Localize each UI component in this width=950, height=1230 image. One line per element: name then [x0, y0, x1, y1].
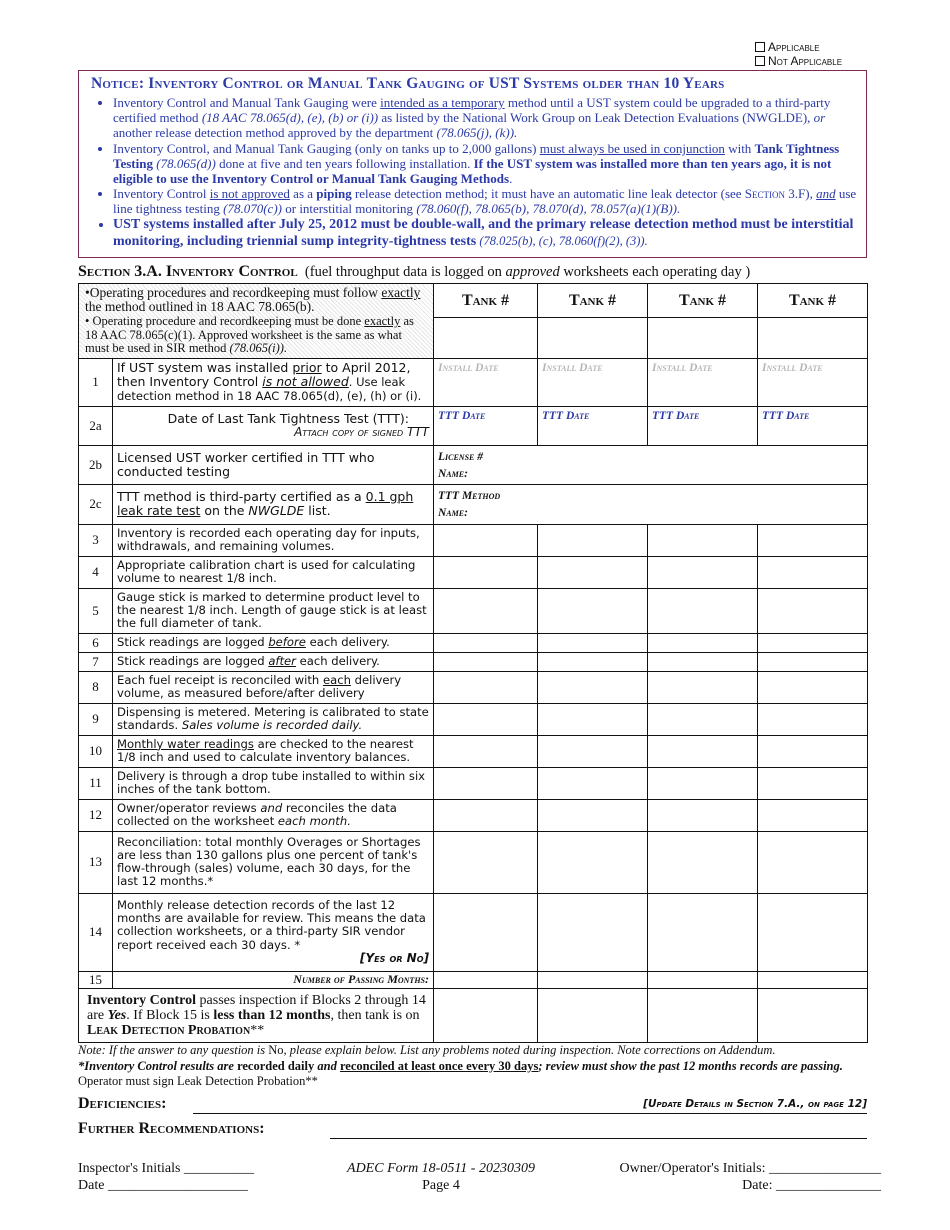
- ttt-date-field[interactable]: TTT Date: [434, 406, 538, 445]
- question-2a: Date of Last Tank Tightness Test (TTT): Attach copy of signed TTT: [113, 406, 434, 445]
- answer-cell[interactable]: [434, 735, 538, 767]
- deficiencies-label: Deficiencies:: [78, 1095, 167, 1112]
- answer-cell[interactable]: [538, 767, 648, 799]
- notice-box: [78, 70, 867, 258]
- install-date-field[interactable]: Install Date: [434, 358, 538, 406]
- table-row: [79, 988, 868, 1042]
- answer-cell[interactable]: [538, 633, 648, 652]
- answer-cell[interactable]: [538, 524, 648, 556]
- tank-header-1: Tank #: [434, 284, 538, 318]
- notice-bullet-3: • Inventory Control is not approved as a piping release detection method; it must have an automatic line leak detector (see Section 3.F), and use line tightness testing (78.070(c)) or interstitial monitoring (78.060(f), 78.065(b), 78.070(d), 78.057(a)(1)(B)).: [113, 186, 858, 216]
- answer-cell[interactable]: [434, 799, 538, 831]
- table-row: 3 Inventory is recorded each operating day for inputs, withdrawals, and remaining volumes.: [79, 524, 868, 556]
- question-7: Stick readings are logged after each delivery.: [113, 652, 434, 671]
- answer-cell[interactable]: [648, 799, 758, 831]
- answer-cell[interactable]: [538, 735, 648, 767]
- table-row: 9 Dispensing is metered. Metering is calibrated to state standards. Sales volume is recorded daily.: [79, 703, 868, 735]
- inspector-date-field[interactable]: Date ____________________: [78, 1178, 248, 1193]
- answer-cell[interactable]: [434, 831, 538, 893]
- method-requirements-note: •Operating procedures and recordkeeping must follow exactly the method outlined in 18 AAC 78.065(b). • Operating procedure and recordkeeping must be done exactly as 18 AAC 78.065(c)(1). Approved worksheet is the same as what must be used in SIR method (78.065(i)).: [79, 284, 434, 359]
- table-row: 11 Delivery is through a drop tube installed to within six inches of the tank bottom.: [79, 767, 868, 799]
- notice-bullet-2: • Inventory Control, and Manual Tank Gauging (only on tanks up to 2,000 gallons) must always be used in conjunction with Tank Tightness Testing (78.065(d)) done at five and ten years following installation. If the UST system was installed more than ten years ago, it is not eligible to use the Inventory Control or Manual Tank Gauging Methods.: [113, 141, 858, 187]
- table-row: 6 Stick readings are logged before each delivery.: [79, 633, 868, 652]
- table-row: 12 Owner/operator reviews and reconciles the data collected on the worksheet each month.: [79, 799, 868, 831]
- applicable-option[interactable]: Applicable: [755, 40, 865, 54]
- owner-initials-field[interactable]: Owner/Operator's Initials: ________________: [619, 1161, 881, 1176]
- answer-cell[interactable]: [648, 556, 758, 588]
- section-title: Section 3.A. Inventory Control (fuel throughput data is logged on approved worksheets each operating day ): [78, 263, 751, 280]
- answer-cell[interactable]: [538, 971, 648, 988]
- answer-cell[interactable]: [538, 703, 648, 735]
- question-14: Monthly release detection records of the last 12 months are available for review. This means the data collection worksheets, or a third-party SIR vendor report received each 30 days. * [Yes or No]: [113, 893, 434, 971]
- answer-cell[interactable]: [434, 767, 538, 799]
- answer-cell[interactable]: [648, 524, 758, 556]
- form-id: ADEC Form 18-0511 - 20230309 Page 4: [336, 1160, 546, 1194]
- answer-cell[interactable]: [434, 556, 538, 588]
- tank-number-field[interactable]: [538, 318, 648, 358]
- inspector-initials-field[interactable]: Inspector's Initials __________: [78, 1161, 254, 1176]
- table-row: 8 Each fuel receipt is reconciled with each delivery volume, as measured before/after delivery: [79, 671, 868, 703]
- not-applicable-option[interactable]: Not Applicable: [755, 54, 865, 68]
- answer-cell[interactable]: [758, 971, 868, 988]
- answer-cell[interactable]: [538, 556, 648, 588]
- answer-cell[interactable]: [648, 971, 758, 988]
- question-6: Stick readings are logged before each delivery.: [113, 633, 434, 652]
- ttt-date-field[interactable]: TTT Date: [758, 406, 868, 445]
- answer-cell[interactable]: [538, 799, 648, 831]
- tank-number-field[interactable]: [648, 318, 758, 358]
- table-row: 2b Licensed UST worker certified in TTT who conducted testing License # Name:: [79, 445, 868, 484]
- tank-header-2: Tank #: [538, 284, 648, 318]
- answer-cell[interactable]: [434, 988, 538, 1042]
- answer-cell[interactable]: [538, 671, 648, 703]
- question-12: Owner/operator reviews and reconciles the data collected on the worksheet each month.: [113, 799, 434, 831]
- table-row: 13 Reconciliation: total monthly Overages or Shortages are less than 130 gallons plus one percent of tank's flow-through (sales) volume, each 30 days, for the last 12 months.*: [79, 831, 868, 893]
- answer-cell[interactable]: [434, 671, 538, 703]
- question-3: Inventory is recorded each operating day for inputs, withdrawals, and remaining volumes.: [113, 524, 434, 556]
- table-row: 15 Number of Passing Months:: [79, 971, 868, 988]
- question-10: Monthly water readings are checked to the nearest 1/8 inch and used to calculate inventory balances.: [113, 735, 434, 767]
- answer-cell[interactable]: [758, 988, 868, 1042]
- ttt-method-field[interactable]: TTT Method Name:: [434, 484, 868, 524]
- question-13: Reconciliation: total monthly Overages or Shortages are less than 130 gallons plus one percent of tank's flow-through (sales) volume, each 30 days, for the last 12 months.*: [113, 831, 434, 893]
- answer-cell[interactable]: [758, 588, 868, 633]
- owner-signoff: [586, 1160, 881, 1194]
- tank-header-4: Tank #: [758, 284, 868, 318]
- table-row: 10 Monthly water readings are checked to the nearest 1/8 inch and used to calculate inventory balances.: [79, 735, 868, 767]
- answer-cell[interactable]: [434, 524, 538, 556]
- answer-cell[interactable]: [648, 652, 758, 671]
- answer-cell[interactable]: [758, 831, 868, 893]
- question-8: Each fuel receipt is reconciled with each delivery volume, as measured before/after delivery: [113, 671, 434, 703]
- answer-cell[interactable]: [434, 633, 538, 652]
- question-15: Number of Passing Months:: [113, 971, 434, 988]
- ttt-date-field[interactable]: TTT Date: [538, 406, 648, 445]
- pass-criteria-note: Inventory Control passes inspection if Blocks 2 through 14 are Yes. If Block 15 is less than 12 months, then tank is on Leak Detection Probation**: [79, 988, 434, 1042]
- license-name-field[interactable]: License # Name:: [434, 445, 868, 484]
- further-recommendations-row: [78, 1120, 867, 1140]
- applicable-checkbox[interactable]: [755, 42, 765, 52]
- question-11: Delivery is through a drop tube installed to within six inches of the tank bottom.: [113, 767, 434, 799]
- answer-cell[interactable]: [538, 588, 648, 633]
- question-4: Appropriate calibration chart is used for calculating volume to nearest 1/8 inch.: [113, 556, 434, 588]
- answer-cell[interactable]: [648, 588, 758, 633]
- table-row: 4 Appropriate calibration chart is used for calculating volume to nearest 1/8 inch.: [79, 556, 868, 588]
- answer-cell[interactable]: [648, 703, 758, 735]
- answer-cell[interactable]: [758, 524, 868, 556]
- applicability-checkboxes: [755, 40, 865, 68]
- not-applicable-checkbox[interactable]: [755, 56, 765, 66]
- tank-header-3: Tank #: [648, 284, 758, 318]
- answer-cell[interactable]: [538, 652, 648, 671]
- answer-cell[interactable]: [758, 893, 868, 971]
- table-row: 14 Monthly release detection records of the last 12 months are available for review. This means the data collection worksheets, or a third-party SIR vendor report received each 30 days. * [Yes or No]: [79, 893, 868, 971]
- answer-cell[interactable]: [758, 799, 868, 831]
- notice-list: [91, 95, 858, 251]
- answer-cell[interactable]: [648, 735, 758, 767]
- answer-cell[interactable]: [648, 988, 758, 1042]
- answer-cell[interactable]: [648, 831, 758, 893]
- answer-cell[interactable]: [648, 633, 758, 652]
- table-row: 1 If UST system was installed prior to April 2012, then Inventory Control is not allowed. Use leak detection method in 18 AAC 78.065(d), (e), (h) or (i). Install Date Install Date Install Date Install Date: [79, 358, 868, 406]
- install-date-field[interactable]: Install Date: [538, 358, 648, 406]
- page-number: Page 4: [422, 1178, 460, 1193]
- install-date-field[interactable]: Install Date: [648, 358, 758, 406]
- answer-cell[interactable]: [648, 893, 758, 971]
- notice-bullet-1: • Inventory Control and Manual Tank Gauging were intended as a temporary method until a UST system could be upgraded to a third-party certified method (18 AAC 78.065(d), (e), (b) or (i)) as listed by the National Work Group on Leak Detection Evaluations (NWGLDE), or another release detection method approved by the department (78.065(j), (k)).: [113, 95, 858, 141]
- table-row: 5 Gauge stick is marked to determine product level to the nearest 1/8 inch. Length of gauge stick is at least the full diameter of tank.: [79, 588, 868, 633]
- answer-cell[interactable]: [648, 671, 758, 703]
- table-row: 7 Stick readings are logged after each delivery.: [79, 652, 868, 671]
- answer-cell[interactable]: [538, 893, 648, 971]
- answer-cell[interactable]: [758, 703, 868, 735]
- answer-cell[interactable]: [758, 671, 868, 703]
- question-1: If UST system was installed prior to April 2012, then Inventory Control is not allowed. Use leak detection method in 18 AAC 78.065(d), (e), (h) or (i).: [113, 358, 434, 406]
- question-5: Gauge stick is marked to determine product level to the nearest 1/8 inch. Length of gauge stick is at least the full diameter of tank.: [113, 588, 434, 633]
- answer-cell[interactable]: [758, 652, 868, 671]
- answer-cell[interactable]: [434, 652, 538, 671]
- notice-bullet-4: • UST systems installed after July 25, 2012 must be double-wall, and the primary release detection method must be interstitial monitoring, including triennial sump integrity-tightness tests (78.025(b), (c), 78.060(f)(2), (3)).: [113, 217, 858, 251]
- update-details-note: [Update Details in Section 7.A., on page 12]: [643, 1098, 867, 1110]
- question-2b: Licensed UST worker certified in TTT who conducted testing: [113, 445, 434, 484]
- table-row: 2a Date of Last Tank Tightness Test (TTT): Attach copy of signed TTT TTT Date TTT Date TTT Date TTT Date: [79, 406, 868, 445]
- answer-cell[interactable]: [538, 988, 648, 1042]
- question-2c: TTT method is third-party certified as a 0.1 gph leak rate test on the NWGLDE list.: [113, 484, 434, 524]
- answer-cell[interactable]: [434, 588, 538, 633]
- notice-title: Notice: Inventory Control or Manual Tank Gauging of UST Systems older than 10 Years: [91, 75, 725, 92]
- answer-cell[interactable]: [434, 893, 538, 971]
- table-row: 2c TTT method is third-party certified as a 0.1 gph leak rate test on the NWGLDE list. TTT Method Name:: [79, 484, 868, 524]
- footnote: Note: If the answer to any question is No, please explain below. List any problems noted during inspection. Note corrections on Addendum. *Inventory Control results are recorded daily and reconciled at least once every 30 days; review must show the past 12 months records are passing. Operator must sign Leak Detection Probation**: [78, 1043, 843, 1088]
- deficiencies-row: [78, 1095, 867, 1115]
- deficiencies-line[interactable]: [193, 1113, 867, 1114]
- question-9: Dispensing is metered. Metering is calibrated to state standards. Sales volume is recorded daily.: [113, 703, 434, 735]
- install-date-field[interactable]: Install Date: [758, 358, 868, 406]
- answer-cell[interactable]: [648, 767, 758, 799]
- answer-cell[interactable]: [538, 831, 648, 893]
- ttt-date-field[interactable]: TTT Date: [648, 406, 758, 445]
- owner-date-field[interactable]: Date: _______________: [742, 1178, 881, 1193]
- answer-cell[interactable]: [758, 556, 868, 588]
- answer-cell[interactable]: [758, 633, 868, 652]
- inspector-signoff: [78, 1160, 254, 1194]
- further-recommendations-label: Further Recommendations:: [78, 1120, 265, 1137]
- inventory-control-table: [78, 283, 868, 1043]
- answer-cell[interactable]: [758, 735, 868, 767]
- answer-cell[interactable]: [434, 971, 538, 988]
- answer-cell[interactable]: [434, 703, 538, 735]
- answer-cell[interactable]: [758, 767, 868, 799]
- tank-number-field[interactable]: [758, 318, 868, 358]
- further-recommendations-line[interactable]: [330, 1138, 867, 1139]
- tank-number-field[interactable]: [434, 318, 538, 358]
